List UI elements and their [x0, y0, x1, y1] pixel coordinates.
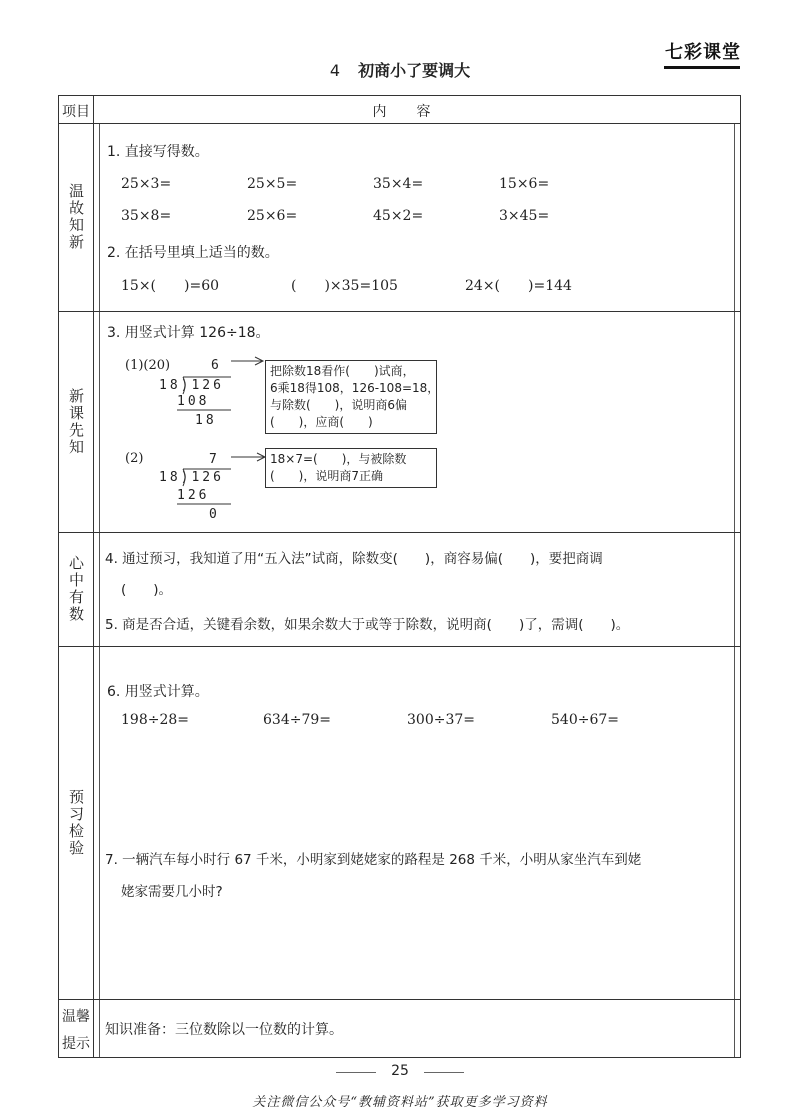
- content-left-rule: [99, 123, 100, 1057]
- q2-item: ( )×35=105: [291, 278, 398, 294]
- q3-part1-remainder: 18: [195, 413, 217, 428]
- section-label-review: 温故知新: [67, 183, 85, 251]
- q3-part2-quotient: 7: [209, 452, 220, 467]
- q3-part1-dividend: 18)126: [159, 378, 224, 393]
- note-line: 18×7=( )，与被除数: [270, 452, 407, 466]
- page-number: 25: [391, 1063, 409, 1079]
- q1-item: 45×2=: [373, 208, 424, 224]
- q3-part1-label: (1)(20): [125, 358, 171, 373]
- section-label-mind: 心中有数: [67, 555, 85, 623]
- q1-item: 35×8=: [121, 208, 172, 224]
- lesson-title: 初商小了要调大: [358, 61, 471, 80]
- q2-item: 24×( )=144: [465, 278, 572, 294]
- q2-title: 2. 在括号里填上适当的数。: [107, 245, 279, 261]
- row-divider: [59, 646, 740, 647]
- column-divider: [93, 96, 94, 1057]
- q6-item: 540÷67=: [551, 712, 619, 728]
- q4-line1: 4. 通过预习，我知道了用“五入法”试商，除数变( )，商容易偏( )，要把商调: [105, 551, 603, 567]
- note-line: ( )，说明商7正确: [270, 469, 383, 483]
- worksheet-table: [58, 95, 741, 1058]
- q7-line1: 7. 一辆汽车每小时行 67 千米，小明家到姥姥家的路程是 268 千米，小明从家坐汽车到姥: [105, 852, 642, 868]
- q5-text: 5. 商是否合适，关键看余数，如果余数大于或等于除数，说明商( )了，需调( )。: [105, 617, 630, 633]
- q1-item: 35×4=: [373, 176, 424, 192]
- q6-item: 300÷37=: [407, 712, 475, 728]
- note-line: ( )，应商( ): [270, 415, 373, 429]
- q1-item: 15×6=: [499, 176, 550, 192]
- q1-item: 25×6=: [247, 208, 298, 224]
- q3-part2-dividend: 18)126: [159, 470, 224, 485]
- q1-item: 25×5=: [247, 176, 298, 192]
- q3-part2-remainder: 0: [209, 507, 220, 522]
- row-divider: [59, 999, 740, 1000]
- footer-note: 关注微信公众号“教辅资料站”获取更多学习资料: [252, 1095, 548, 1110]
- q7-line2: 姥家需要几小时?: [121, 884, 223, 900]
- note-line: 与除数( )，说明商6偏: [270, 398, 407, 412]
- q3-part1-quotient: 6: [211, 358, 222, 373]
- q6-item: 198÷28=: [121, 712, 189, 728]
- q3-part2-product: 126: [177, 488, 210, 503]
- q3-part1-product: 108: [177, 394, 210, 409]
- section-label-tip-2: 提示: [62, 1036, 90, 1052]
- q6-title: 6. 用竖式计算。: [107, 684, 209, 700]
- section-label-tip-1: 温馨: [62, 1009, 90, 1025]
- q3-part2-label: (2): [125, 451, 144, 466]
- content-right-rule: [734, 123, 735, 1057]
- section-label-new: 新课先知: [67, 387, 85, 456]
- page-title: [0, 58, 800, 81]
- q1-title: 1. 直接写得数。: [107, 144, 209, 160]
- header-content: 内容: [372, 104, 461, 120]
- q4-line2: ( )。: [121, 582, 173, 598]
- section-label-check: 预习检验: [67, 788, 85, 857]
- header-item: 项目: [62, 104, 90, 120]
- footer-dash-right: [424, 1072, 464, 1073]
- row-divider: [59, 311, 740, 312]
- row-divider: [59, 532, 740, 533]
- q1-item: 3×45=: [499, 208, 550, 224]
- note-line: 6乘18得108，126-108=18，: [270, 381, 440, 395]
- q3-part2-note-box: [265, 448, 437, 488]
- tip-text: 知识准备：三位数除以一位数的计算。: [105, 1022, 343, 1038]
- lesson-number: 4: [329, 61, 341, 80]
- note-line: 把除数18看作( )试商，: [270, 364, 415, 378]
- q1-item: 25×3=: [121, 176, 172, 192]
- q6-item: 634÷79=: [263, 712, 331, 728]
- q3-part1-note-box: [265, 360, 440, 434]
- q2-item: 15×( )=60: [121, 278, 220, 294]
- q3-title: 3. 用竖式计算 126÷18。: [107, 325, 270, 341]
- row-divider: [59, 123, 740, 124]
- brand-logo: 七彩课堂: [665, 42, 741, 63]
